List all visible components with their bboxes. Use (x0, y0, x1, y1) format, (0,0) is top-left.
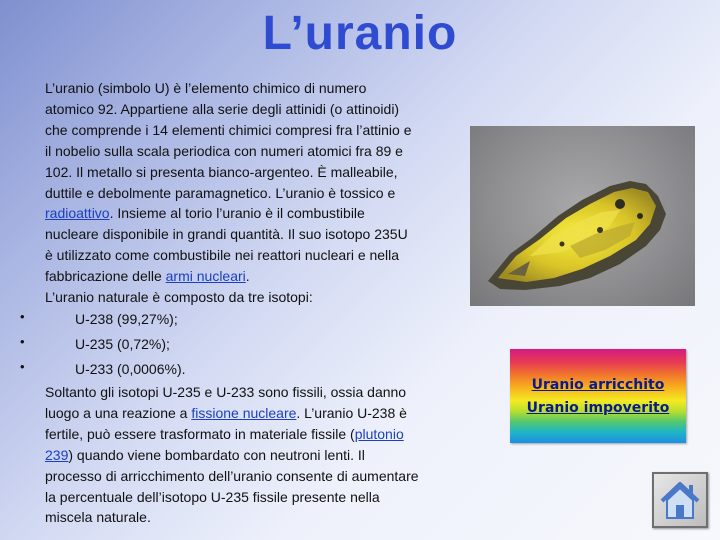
text-line: il nobelio sulla scala periodica con numeri atomici fra 89 e (45, 142, 403, 159)
text-line: L’uranio (simbolo U) è l’elemento chimico di numero (45, 80, 367, 96)
text-fragment: fertile, può essere trasformato in materiale fissile ( (45, 425, 355, 442)
text-fragment: luogo a una reazione a (45, 404, 192, 421)
links-box (510, 349, 686, 443)
text-fragment: . Insieme al torio l’uranio è il combustibile (109, 205, 365, 222)
text-line: nucleare disponibile in grandi quantità. Il suo isotopo 235U (45, 226, 408, 243)
isotope-text: U-235 (0,72%); (75, 336, 170, 352)
bullet-icon: • (20, 334, 25, 349)
uranium-ore-photo (470, 126, 695, 306)
isotopes-intro: L’uranio naturale è composto da tre isotopi: (45, 289, 313, 305)
uranium-ore-image (470, 126, 695, 306)
bullet-icon: • (20, 359, 25, 374)
text-fragment: ) quando viene bombardato con neutroni lenti. Il (68, 446, 365, 463)
text-line: duttile e debolmente paramagnetico. L’uranio è tossico e (45, 184, 396, 201)
home-icon (654, 474, 706, 526)
text-line: miscela naturale. (45, 509, 151, 526)
text-line: la percentuale dell’isotopo U-235 fissile presente nella (45, 488, 380, 505)
nuclear-weapons-link[interactable]: armi nucleari (165, 268, 246, 285)
text-line: è utilizzato come combustibile nei reattori nucleari e nella (45, 247, 400, 264)
text-line: 102. Il metallo si presenta bianco-argenteo. È malleabile, (45, 163, 398, 180)
page-title: L’uranio (262, 7, 458, 60)
text-line (45, 403, 463, 424)
bullet-icon: • (20, 309, 25, 324)
intro-paragraph (45, 78, 460, 287)
text-line: processo di arricchimento dell’uranio consente di aumentare (45, 467, 419, 484)
fission-paragraph (45, 382, 463, 528)
radioactive-link[interactable]: radioattivo (45, 205, 110, 222)
text-line (45, 445, 463, 466)
text-line (45, 266, 460, 287)
nuclear-fission-link[interactable]: fissione nucleare (191, 404, 297, 421)
text-fragment: fabbricazione delle (45, 268, 166, 285)
enriched-uranium-link[interactable]: Uranio arricchito (531, 377, 665, 393)
text-line: atomico 92. Appartiene alla serie degli attinidi (o attinoidi) (45, 100, 400, 117)
text-line: che comprende i 14 elementi chimici compresi fra l’attinio e (45, 121, 412, 138)
depleted-uranium-link[interactable]: Uranio impoverito (526, 400, 670, 416)
home-button[interactable] (652, 472, 708, 528)
plutonium-link[interactable]: plutonio (354, 425, 404, 442)
text-line (45, 424, 463, 445)
isotope-text: U-233 (0,0006%). (75, 361, 186, 377)
text-line: Soltanto gli isotopi U-235 e U-233 sono fissili, ossia danno (45, 384, 407, 400)
text-line (45, 203, 460, 224)
text-fragment: . L’uranio U-238 è (296, 404, 407, 421)
text-fragment: . (245, 268, 250, 285)
isotope-text: U-238 (99,27%); (75, 311, 178, 327)
plutonium-239-link[interactable]: 239 (45, 446, 69, 463)
